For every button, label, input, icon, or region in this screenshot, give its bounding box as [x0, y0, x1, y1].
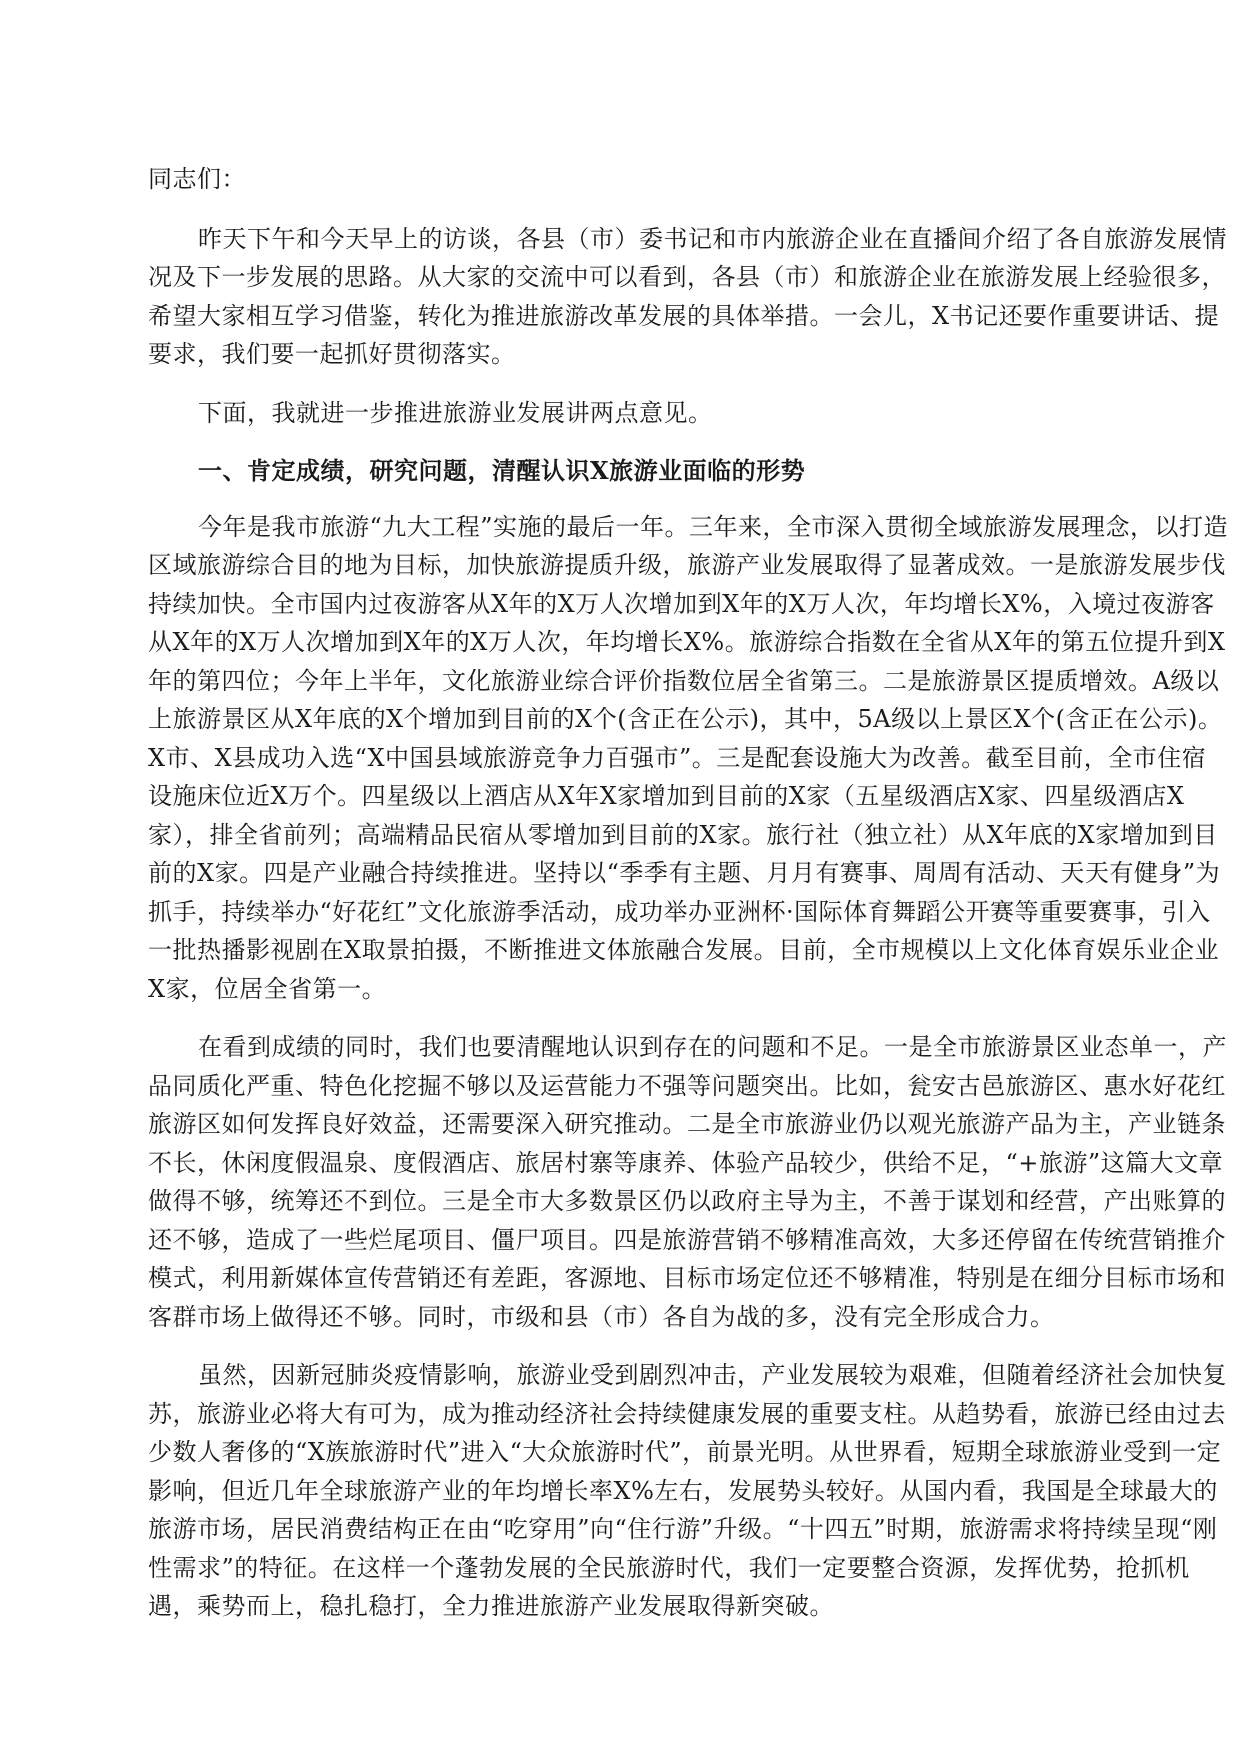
section1-paragraph-3: 虽然，因新冠肺炎疫情影响，旅游业受到剧烈冲击，产业发展较为艰难，但随着经济社会加快复苏，旅游业必将大有可为，成为推动经济社会持续健康发展的重要支柱。从趋势看，旅游已经由过去少数人奢侈的“X族旅游时代”进入“大众旅游时代”，前景光明。从世界看，短期全球旅游业受到一定影响，但近几年全球旅游产业的年均增长率X%左右，发展势头较好。从国内看，我国是全球最大的旅游市场，居民消费结构正在由“吃穿用”向“住行游”升级。“十四五”时期，旅游需求将持续呈现“刚性需求”的特征。在这样一个蓬勃发展的全民旅游时代，我们一定要整合资源，发挥优势，抢抓机遇，乘势而上，稳扎稳打，全力推进旅游产业发展取得新突破。 [148, 1361, 1227, 1620]
section1-paragraph-1: 今年是我市旅游“九大工程”实施的最后一年。三年来，全市深入贯彻全域旅游发展理念，以打造区域旅游综合目的地为目标，加快旅游提质升级，旅游产业发展取得了显著成效。一是旅游发展步伐持续加快。全市国内过夜游客从X年的X万人次增加到X年的X万人次，年均增长X%，入境过夜游客从X年的X万人次增加到X年的X万人次，年均增长X%。旅游综合指数在全省从X年的第五位提升到X年的第四位；今年上半年，文化旅游业综合评价指数位居全省第三。二是旅游景区提质增效。A级以上旅游景区从X年底的X个增加到目前的X个(含正在公示)，其中，5A级以上景区X个(含正在公示)。X市、X县成功入选“X中国县域旅游竞争力百强市”。三是配套设施大为改善。截至目前，全市住宿设施床位近X万个。四星级以上酒店从X年X家增加到目前的X家（五星级酒店X家、四星级酒店X家），排全省前列；高端精品民宿从零增加到目前的X家。旅行社（独立社）从X年底的X家增加到目前的X家。四是产业融合持续推进。坚持以“季季有主题、月月有赛事、周周有活动、天天有健身”为抓手，持续举办“好花红”文化旅游季活动，成功举办亚洲杯·国际体育舞蹈公开赛等重要赛事，引入一批热播影视剧在X取景拍摄，不断推进文体旅融合发展。目前，全市规模以上文化体育娱乐业企业X家，位居全省第一。 [148, 512, 1229, 1003]
document-page [148, 160, 1230, 1646]
section-heading-1: 一、肯定成绩，研究问题，清醒认识X旅游业面临的形势 [198, 456, 806, 485]
section1-paragraph-2: 在看到成绩的同时，我们也要清醒地认识到存在的问题和不足。一是全市旅游景区业态单一，产品同质化严重、特色化挖掘不够以及运营能力不强等问题突出。比如，瓮安古邑旅游区、惠水好花红旅游区如何发挥良好效益，还需要深入研究推动。二是全市旅游业仍以观光旅游产品为主，产业链条不长，休闲度假温泉、度假酒店、旅居村寨等康养、体验产品较少，供给不足，“+旅游”这篇大文章做得不够，统筹还不到位。三是全市大多数景区仍以政府主导为主，不善于谋划和经营，产出账算的还不够，造成了一些烂尾项目、僵尸项目。四是旅游营销不够精准高效，大多还停留在传统营销推介模式，利用新媒体宣传营销还有差距，客源地、目标市场定位还不够精准，特别是在细分目标市场和客群市场上做得还不够。同时，市级和县（市）各自为战的多，没有完全形成合力。 [148, 1033, 1227, 1331]
greeting: 同志们： [148, 165, 246, 193]
intro-paragraph-2: 下面，我就进一步推进旅游业发展讲两点意见。 [198, 398, 713, 427]
intro-paragraph-1: 昨天下午和今天早上的访谈，各县（市）委书记和市内旅游企业在直播间介绍了各自旅游发展情况及下一步发展的思路。从大家的交流中可以看到，各县（市）和旅游企业在旅游发展上经验很多，希望大家相互学习借鉴，转化为推进旅游改革发展的具体举措。一会儿，X书记还要作重要讲话、提要求，我们要一起抓好贯彻落实。 [148, 224, 1227, 368]
